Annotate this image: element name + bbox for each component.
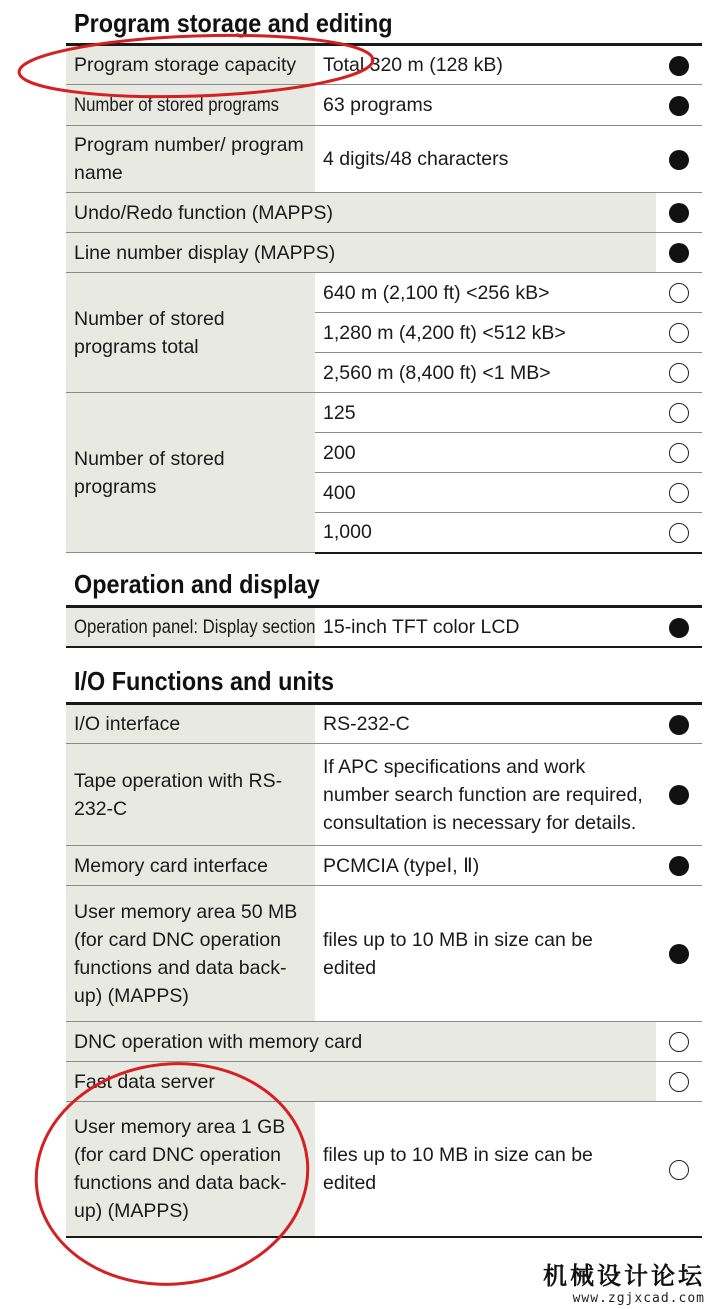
row-label: Fast data server bbox=[66, 1062, 656, 1102]
table-row bbox=[66, 704, 702, 744]
standard-filled-circle-icon bbox=[669, 96, 689, 116]
optional-open-circle-icon bbox=[669, 283, 689, 303]
row-label: Tape operation with RS-232-C bbox=[66, 744, 315, 846]
operation-display-table bbox=[66, 605, 702, 648]
row-label: Program number/ program name bbox=[66, 126, 315, 193]
row-label: Number of stored programs bbox=[66, 393, 315, 553]
standard-filled-circle-icon bbox=[669, 715, 689, 735]
row-label: Operation panel: Display section bbox=[74, 615, 316, 638]
table-row bbox=[66, 126, 702, 193]
table-row bbox=[66, 744, 702, 846]
row-label: Undo/Redo function (MAPPS) bbox=[66, 193, 656, 233]
program-storage-table bbox=[66, 43, 702, 554]
optional-open-circle-icon bbox=[669, 403, 689, 423]
standard-filled-circle-icon bbox=[669, 243, 689, 263]
row-value: files up to 10 MB in size can be edited bbox=[315, 1102, 656, 1237]
row-value: If APC specifications and work number search function are required, consultation is necessary for details. bbox=[315, 744, 656, 846]
table-row bbox=[66, 607, 702, 647]
io-functions-table bbox=[66, 702, 702, 1238]
optional-open-circle-icon bbox=[669, 1072, 689, 1092]
row-value: files up to 10 MB in size can be edited bbox=[315, 886, 656, 1022]
standard-filled-circle-icon bbox=[669, 618, 689, 638]
row-label: Number of stored programs total bbox=[66, 273, 315, 393]
row-value: Total 320 m (128 kB) bbox=[315, 45, 656, 85]
table-row bbox=[66, 1102, 702, 1237]
table-row bbox=[66, 85, 702, 126]
watermark-title: 机械设计论坛 bbox=[543, 1262, 705, 1290]
row-label: I/O interface bbox=[66, 704, 315, 744]
optional-open-circle-icon bbox=[669, 443, 689, 463]
row-label: Memory card interface bbox=[66, 846, 315, 886]
optional-open-circle-icon bbox=[669, 363, 689, 383]
row-label: User memory area 1 GB (for card DNC operation functions and data back-up) (MAPPS) bbox=[66, 1102, 315, 1237]
optional-open-circle-icon bbox=[669, 1032, 689, 1052]
section-title-program-storage: Program storage and editing bbox=[74, 8, 393, 38]
row-label: User memory area 50 MB (for card DNC operation functions and data back-up) (MAPPS) bbox=[66, 886, 315, 1022]
option-value: 640 m (2,100 ft) <256 kB> bbox=[315, 273, 656, 313]
table-row bbox=[66, 846, 702, 886]
option-value: 1,280 m (4,200 ft) <512 kB> bbox=[315, 313, 656, 353]
optional-open-circle-icon bbox=[669, 1160, 689, 1180]
row-value: 15-inch TFT color LCD bbox=[315, 607, 656, 647]
section-title-operation-display: Operation and display bbox=[74, 569, 320, 599]
row-label: Program storage capacity bbox=[66, 45, 315, 85]
option-value: 2,560 m (8,400 ft) <1 MB> bbox=[315, 353, 656, 393]
table-row bbox=[66, 886, 702, 1022]
table-row bbox=[66, 393, 702, 433]
option-value: 1,000 bbox=[315, 513, 656, 553]
row-label: DNC operation with memory card bbox=[66, 1022, 656, 1062]
standard-filled-circle-icon bbox=[669, 56, 689, 76]
row-value: 63 programs bbox=[315, 85, 656, 126]
standard-filled-circle-icon bbox=[669, 856, 689, 876]
table-row bbox=[66, 233, 702, 273]
table-row bbox=[66, 1062, 702, 1102]
optional-open-circle-icon bbox=[669, 523, 689, 543]
table-row bbox=[66, 193, 702, 233]
table-row bbox=[66, 45, 702, 85]
watermark bbox=[543, 1256, 705, 1306]
row-label: Line number display (MAPPS) bbox=[66, 233, 656, 273]
standard-filled-circle-icon bbox=[669, 785, 689, 805]
watermark-url: www.zgjxcad.com bbox=[572, 1291, 705, 1306]
table-row bbox=[66, 273, 702, 313]
row-value: 4 digits/48 characters bbox=[315, 126, 656, 193]
section-title-io-functions: I/O Functions and units bbox=[74, 666, 335, 696]
table-row bbox=[66, 1022, 702, 1062]
option-value: 125 bbox=[315, 393, 656, 433]
option-value: 200 bbox=[315, 433, 656, 473]
optional-open-circle-icon bbox=[669, 323, 689, 343]
row-value: RS-232-C bbox=[315, 704, 656, 744]
standard-filled-circle-icon bbox=[669, 203, 689, 223]
row-label: Number of stored programs bbox=[74, 94, 280, 116]
option-value: 400 bbox=[315, 473, 656, 513]
standard-filled-circle-icon bbox=[669, 944, 689, 964]
optional-open-circle-icon bbox=[669, 483, 689, 503]
standard-filled-circle-icon bbox=[669, 150, 689, 170]
row-value: PCMCIA (typeⅠ, Ⅱ) bbox=[315, 846, 656, 886]
